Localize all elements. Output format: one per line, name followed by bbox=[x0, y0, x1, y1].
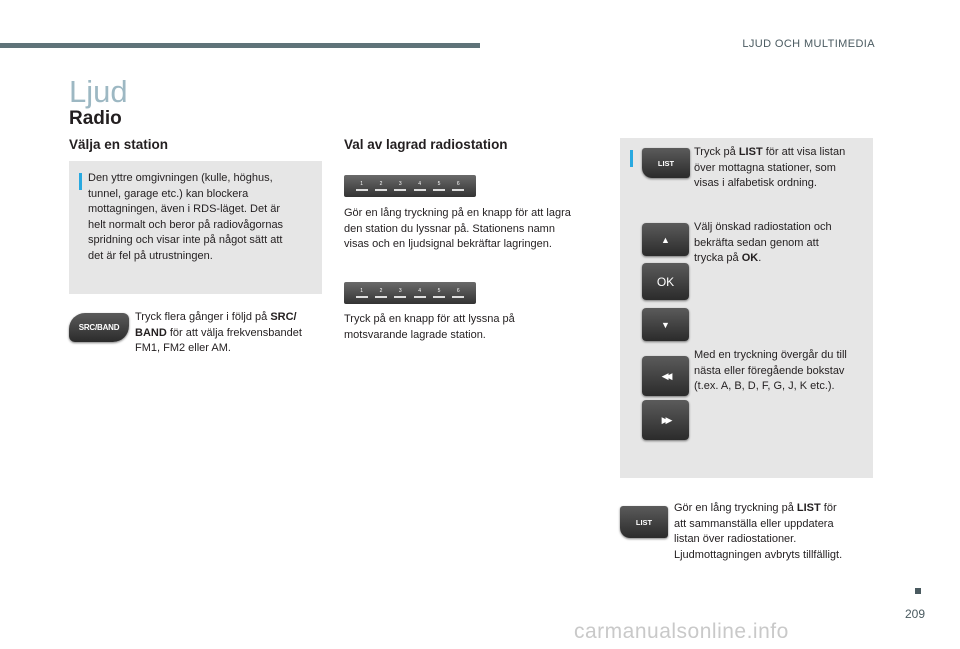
preset-button: 2 bbox=[375, 181, 387, 191]
skip-instruction: Med en tryckning övergår du till nästa eller föregående bokstav (t.ex. A, B, D, F, G, J, K etc.). bbox=[694, 349, 847, 392]
preset-button: 4 bbox=[414, 181, 426, 191]
preset-button: 1 bbox=[356, 181, 368, 191]
text-line: den station du lyssnar på. Stationens namn bbox=[344, 222, 555, 235]
preset-button: 5 bbox=[433, 288, 445, 298]
info-line: mottagningen, även i RDS-läget. Det är bbox=[88, 203, 280, 215]
text-line: Gör en lång tryckning på en knapp för att lagra bbox=[344, 207, 571, 219]
text-line: visas och en ljudsignal bekräftar lagringen. bbox=[344, 238, 552, 250]
preset-button: 4 bbox=[414, 288, 426, 298]
preset-button: 5 bbox=[433, 181, 445, 191]
up-arrow-icon: ▲ bbox=[642, 223, 689, 256]
instruction-text: FM1, FM2 eller AM. bbox=[135, 342, 231, 354]
preset-button: 3 bbox=[394, 288, 406, 298]
preset-buttons-strip bbox=[344, 175, 476, 197]
preset-button: 1 bbox=[356, 288, 368, 298]
info-line: helt normalt och beror på radiovågornas bbox=[88, 218, 284, 231]
instruction-text: för att välja frekvensbandet bbox=[166, 326, 302, 339]
src-band-button: SRC/BAND bbox=[69, 313, 129, 342]
info-text bbox=[88, 171, 318, 264]
down-arrow-icon: ▼ bbox=[642, 308, 689, 341]
listen-instruction bbox=[344, 312, 604, 343]
info-line: spridning och visar inte på något sätt att bbox=[88, 234, 283, 246]
info-icon bbox=[630, 150, 633, 167]
list-button: LIST bbox=[642, 148, 690, 178]
section-header: LJUD OCH MULTIMEDIA bbox=[742, 38, 875, 50]
src-band-instruction bbox=[135, 310, 325, 357]
text-line: motsvarande lagrade station. bbox=[344, 328, 486, 341]
page-subtitle: Radio bbox=[69, 108, 122, 129]
list-button-long: LIST bbox=[620, 506, 668, 538]
preset-button: 2 bbox=[375, 288, 387, 298]
ok-instruction: Välj önskad radiostation och bekräfta sedan genom att trycka på OK. bbox=[694, 221, 832, 264]
preset-button: 3 bbox=[394, 181, 406, 191]
ok-button: OK bbox=[642, 263, 689, 300]
instruction-key: SRC/ bbox=[270, 311, 297, 323]
heading-select-station: Välja en station bbox=[69, 137, 169, 152]
info-line: Den yttre omgivningen (kulle, höghus, bbox=[88, 172, 273, 184]
heading-stored-station: Val av lagrad radiostation bbox=[344, 137, 508, 152]
long-list-instruction: Gör en lång tryckning på LIST för att sammanställa eller uppdatera listan över radiostationer. Ljudmottagningen avbryts tillfälligt. bbox=[674, 502, 843, 561]
preset-button: 6 bbox=[452, 288, 464, 298]
info-line: tunnel, garage etc.) kan blockera bbox=[88, 187, 249, 200]
page-number: 209 bbox=[904, 607, 925, 621]
text-line: Tryck på en knapp för att lyssna på bbox=[344, 313, 515, 325]
watermark: carmanualsonline.info bbox=[574, 620, 789, 643]
page-title: Ljud bbox=[69, 74, 128, 109]
preset-button: 6 bbox=[452, 181, 464, 191]
preset-buttons-strip bbox=[344, 282, 476, 304]
list-instruction: Tryck på LIST för att visa listan över mottagna stationer, som visas i alfabetisk ordning. bbox=[694, 146, 846, 189]
instruction-text: Tryck flera gånger i följd på bbox=[135, 311, 271, 323]
info-line: det är fel på utrustningen. bbox=[88, 249, 213, 262]
fast-forward-icon: ▶▶ bbox=[642, 400, 689, 440]
end-marker bbox=[915, 588, 921, 594]
instruction-key: BAND bbox=[135, 326, 167, 339]
store-instruction bbox=[344, 206, 604, 253]
info-icon bbox=[79, 173, 82, 190]
rewind-icon: ◀◀ bbox=[642, 356, 689, 396]
list-controls-box bbox=[620, 138, 873, 478]
header-rule bbox=[0, 43, 480, 48]
info-box-reception bbox=[69, 161, 322, 294]
